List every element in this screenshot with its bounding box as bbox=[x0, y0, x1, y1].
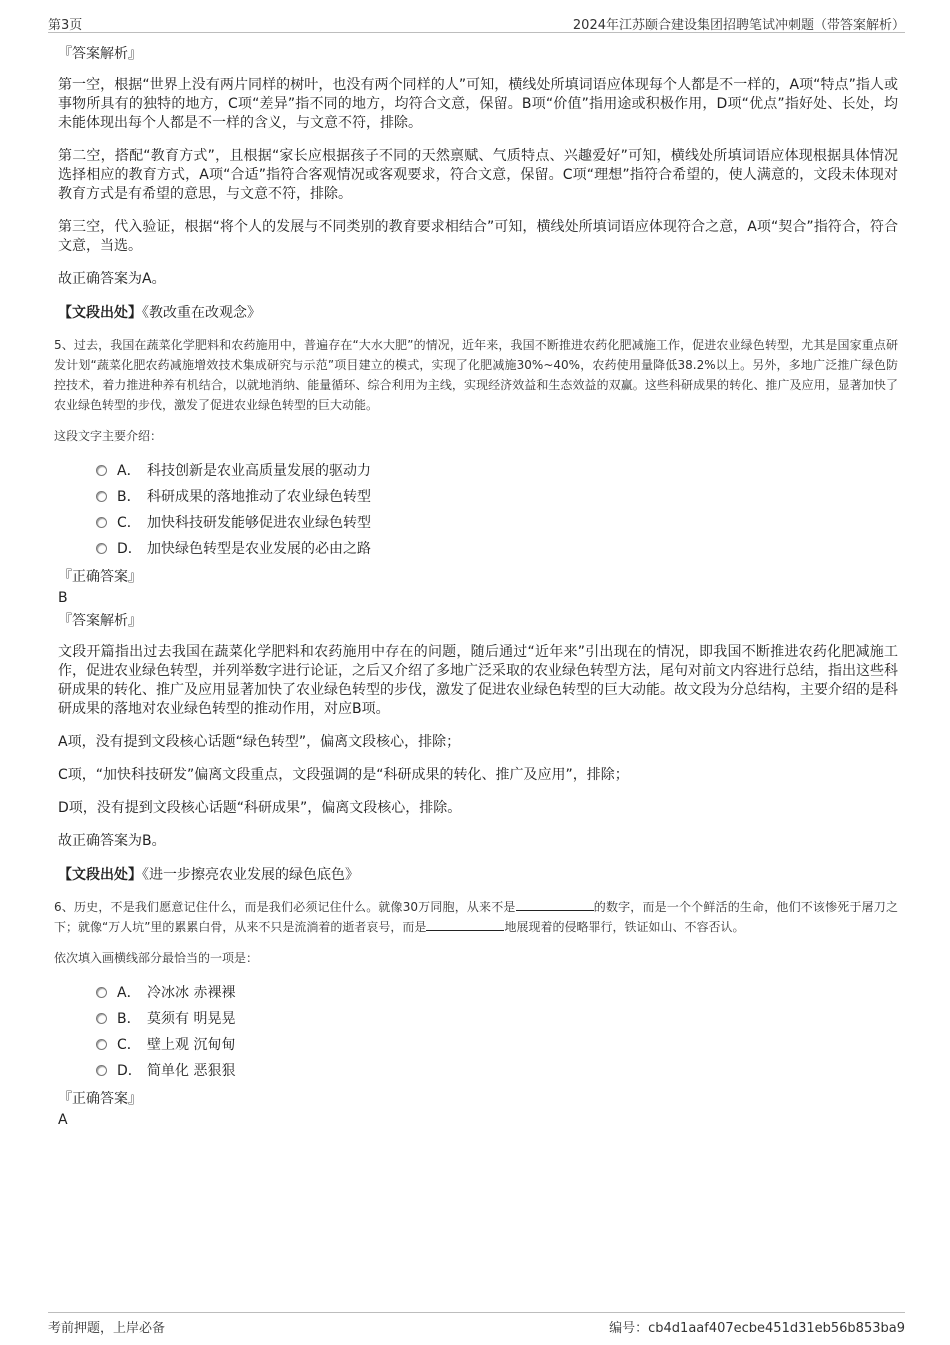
option-text: 莫须有 明晃晃 bbox=[147, 1011, 236, 1027]
document-title: 2024年江苏颐合建设集团招聘笔试冲刺题（带答案解析） bbox=[572, 18, 905, 33]
analysis-paragraph: 故正确答案为A。 bbox=[58, 271, 166, 287]
question-text-part: 6、历史，不是我们愿意记住什么，而是我们必须记住什么。就像30万同胞，从来不是 bbox=[54, 900, 516, 914]
footer-slogan: 考前押题，上岸必备 bbox=[48, 1321, 166, 1336]
option-text: 简单化 恶狠狠 bbox=[147, 1063, 236, 1079]
option-d[interactable] bbox=[96, 535, 898, 561]
option-a[interactable] bbox=[96, 457, 898, 483]
option-text: 加快科技研发能够促进农业绿色转型 bbox=[147, 515, 371, 531]
fill-blank bbox=[516, 898, 594, 911]
correct-answer-tag: 『正确答案』 bbox=[58, 569, 142, 585]
analysis-paragraph: 第二空，搭配“教育方式”，且根据“家长应根据孩子不同的天然禀赋、气质特点、兴趣爱好”可知，横线处所填词语应体现根据具体情况选择相应的教育方式，A项“合适”指符合客观情况或客观要求，符合文意，保留。C项“理想”指符合希望的，使人满意的，文段未体现对教育方式是有希望的意思，与文意不符，排除。 bbox=[58, 148, 898, 202]
option-letter: D． bbox=[117, 1063, 142, 1079]
page-header bbox=[48, 12, 905, 33]
question-text-part: 地展现着的侵略罪行，铁证如山、不容否认。 bbox=[504, 920, 745, 934]
question-text-part: 的数字，而是一个个鲜活的生命，他们不该惨死于屠刀之下；就像“万人坑”里的累累白骨，从来不只是流淌着的逝者哀号，而是 bbox=[54, 900, 898, 934]
option-c[interactable] bbox=[96, 1031, 898, 1057]
analysis-paragraph: A项，没有提到文段核心话题“绿色转型”，偏离文段核心，排除； bbox=[58, 734, 461, 750]
page-number: 第3页 bbox=[48, 18, 83, 33]
question-5-text: 5、过去，我国在蔬菜化学肥料和农药施用中，普遍存在“大水大肥”的情况，近年来，我国不断推进农药化肥减施工作，促进农业绿色转型，尤其是国家重点研发计划“蔬菜化肥农药减施增效技术集成研究与示范”项目建立的模式，实现了化肥减施30%~40%，农药使用量降低38.2%以上。另外，多地广泛推广绿色防控技术，着力推进种养有机结合，以就地消纳、能量循环、综合利用为主线，实现经济效益和生态效益的双赢。这些科研成果的转化、推广及应用，显著加快了农业绿色转型的步伐，激发了促进农业绿色转型的巨大动能。 bbox=[54, 338, 898, 412]
source-title: 《进一步擦亮农业发展的绿色底色》 bbox=[142, 867, 359, 883]
question-5-prompt: 这段文字主要介绍： bbox=[54, 429, 163, 443]
option-text: 科技创新是农业高质量发展的驱动力 bbox=[147, 463, 371, 479]
option-letter: B． bbox=[117, 489, 141, 505]
radio-button[interactable] bbox=[96, 517, 107, 528]
question-6-options bbox=[96, 979, 898, 1083]
radio-button[interactable] bbox=[96, 543, 107, 554]
option-b[interactable] bbox=[96, 1005, 898, 1031]
source-title: 《教改重在改观念》 bbox=[142, 305, 261, 321]
option-text: 加快绿色转型是农业发展的必由之路 bbox=[147, 541, 371, 557]
radio-button[interactable] bbox=[96, 491, 107, 502]
page-content bbox=[56, 44, 898, 1133]
correct-answer: A bbox=[58, 1112, 68, 1128]
code-value: cb4d1aaf407ecbe451d31eb56b853ba9 bbox=[648, 1321, 905, 1336]
fill-blank bbox=[426, 918, 504, 931]
analysis-paragraph: 第一空，根据“世界上没有两片同样的树叶，也没有两个同样的人”可知，横线处所填词语应体现每个人都是不一样的，A项“特点”指人或事物所具有的独特的地方，C项“差异”指不同的地方，均符合文意，保留。B项“价值”指用途或积极作用，D项“优点”指好处、长处，均未能体现出每个人都是不一样的含义，与文意不符，排除。 bbox=[58, 77, 898, 131]
analysis-paragraph: D项，没有提到文段核心话题“科研成果”，偏离文段核心，排除。 bbox=[58, 800, 462, 816]
question-6-prompt: 依次填入画横线部分最恰当的一项是： bbox=[54, 951, 259, 965]
analysis-tag: 『答案解析』 bbox=[58, 613, 142, 629]
correct-answer: B bbox=[58, 590, 68, 606]
radio-button[interactable] bbox=[96, 465, 107, 476]
radio-button[interactable] bbox=[96, 1039, 107, 1050]
question-5-options bbox=[96, 457, 898, 561]
analysis-paragraph: 文段开篇指出过去我国在蔬菜化学肥料和农药施用中存在的问题，随后通过“近年来”引出现在的情况，即我国不断推进农药化肥减施工作，促进农业绿色转型，并列举数字进行论证，之后又介绍了多地广泛采取的农业绿色转型方法，尾句对前文内容进行总结，指出这些科研成果的转化、推广及应用显著加快了农业绿色转型的步伐，激发了促进农业绿色转型的巨大动能。故文段为分总结构，主要介绍的是科研成果的落地对农业绿色转型的推动作用，对应B项。 bbox=[58, 644, 898, 717]
option-a[interactable] bbox=[96, 979, 898, 1005]
option-letter: D． bbox=[117, 541, 142, 557]
document-code bbox=[609, 1317, 905, 1336]
analysis-paragraph: C项，“加快科技研发”偏离文段重点，文段强调的是“科研成果的转化、推广及应用”，排除； bbox=[58, 767, 629, 783]
analysis-tag: 『答案解析』 bbox=[58, 46, 142, 62]
source-label: 【文段出处】 bbox=[58, 305, 142, 321]
option-letter: B． bbox=[117, 1011, 141, 1027]
option-text: 冷冰冰 赤裸裸 bbox=[147, 985, 236, 1001]
radio-button[interactable] bbox=[96, 1013, 107, 1024]
radio-button[interactable] bbox=[96, 1065, 107, 1076]
radio-button[interactable] bbox=[96, 987, 107, 998]
option-text: 科研成果的落地推动了农业绿色转型 bbox=[147, 489, 371, 505]
analysis-paragraph: 第三空，代入验证，根据“将个人的发展与不同类别的教育要求相结合”可知，横线处所填词语应体现符合之意，A项“契合”指符合，符合文意，当选。 bbox=[58, 219, 898, 254]
option-b[interactable] bbox=[96, 483, 898, 509]
source-line bbox=[58, 865, 898, 885]
source-line bbox=[58, 303, 898, 323]
option-c[interactable] bbox=[96, 509, 898, 535]
analysis-paragraph: 故正确答案为B。 bbox=[58, 833, 166, 849]
correct-answer-tag: 『正确答案』 bbox=[58, 1091, 142, 1107]
option-letter: A． bbox=[117, 985, 141, 1001]
option-letter: C． bbox=[117, 515, 141, 531]
option-letter: A． bbox=[117, 463, 141, 479]
option-letter: C． bbox=[117, 1037, 141, 1053]
option-d[interactable] bbox=[96, 1057, 898, 1083]
page-footer bbox=[48, 1312, 905, 1336]
source-label: 【文段出处】 bbox=[58, 867, 142, 883]
option-text: 壁上观 沉甸甸 bbox=[147, 1037, 236, 1053]
code-label: 编号： bbox=[609, 1321, 649, 1336]
question-6-text bbox=[54, 897, 898, 937]
